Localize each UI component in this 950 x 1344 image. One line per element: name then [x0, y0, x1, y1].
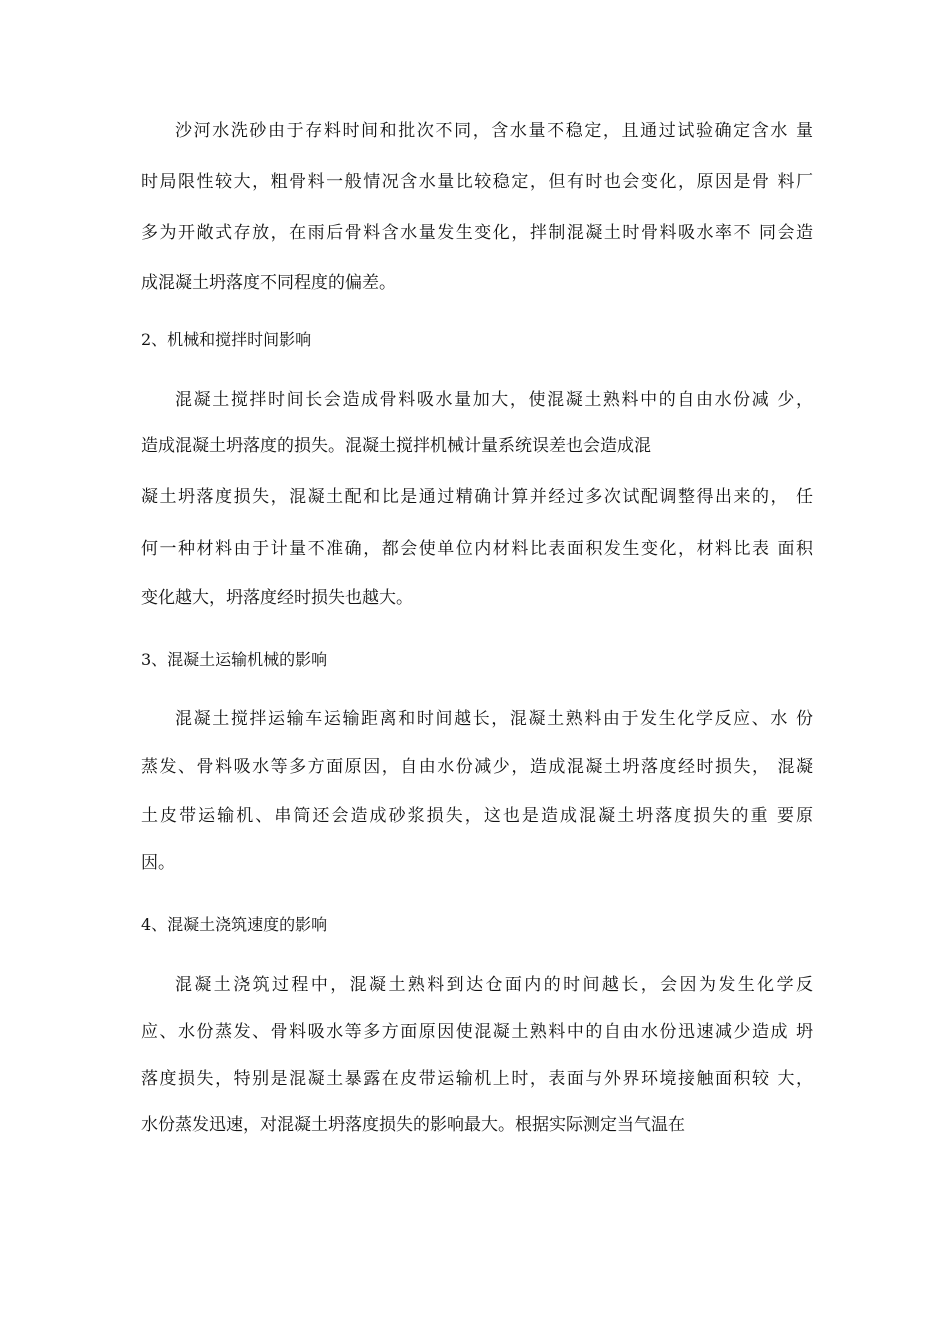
paragraph-line: 应、水份蒸发、骨料吸水等多方面原因使混凝土熟料中的自由水份迅速减少造成 坍: [141, 1022, 813, 1042]
section-heading: 4、混凝土浇筑速度的影响: [141, 915, 328, 934]
paragraph-line: 混凝土搅拌运输车运输距离和时间越长，混凝土熟料由于发生化学反应、水 份: [175, 709, 813, 729]
paragraph-line: 蒸发、骨料吸水等多方面原因，自由水份减少，造成混凝土坍落度经时损失， 混凝: [141, 757, 813, 777]
paragraph-line: 何一种材料由于计量不准确，都会使单位内材料比表面积发生变化，材料比表 面积: [141, 539, 813, 559]
section-heading: 2、机械和搅拌时间影响: [141, 330, 312, 349]
paragraph-line: 成混凝土坍落度不同程度的偏差。: [141, 273, 396, 293]
paragraph-line: 混凝土搅拌时间长会造成骨料吸水量加大，使混凝土熟料中的自由水份减 少，: [175, 390, 813, 410]
paragraph-line: 多为开敞式存放，在雨后骨料含水量发生变化，拌制混凝土时骨料吸水率不 同会造: [141, 223, 813, 243]
paragraph-line: 土皮带运输机、串筒还会造成砂浆损失，这也是造成混凝土坍落度损失的重 要原: [141, 806, 813, 826]
paragraph-line: 因。: [141, 853, 175, 873]
section-heading: 3、混凝土运输机械的影响: [141, 650, 328, 669]
paragraph-line: 造成混凝土坍落度的损失。混凝土搅拌机械计量系统误差也会造成混: [141, 436, 651, 456]
paragraph-line: 水份蒸发迅速，对混凝土坍落度损失的影响最大。根据实际测定当气温在: [141, 1115, 685, 1135]
paragraph-line: 沙河水洗砂由于存料时间和批次不同，含水量不稳定，且通过试验确定含水 量: [175, 121, 813, 141]
paragraph-line: 时局限性较大，粗骨料一般情况含水量比较稳定，但有时也会变化，原因是骨 料厂: [141, 172, 813, 192]
paragraph-line: 混凝土浇筑过程中，混凝土熟料到达仓面内的时间越长，会因为发生化学反: [175, 975, 813, 995]
paragraph-line: 变化越大，坍落度经时损失也越大。: [141, 588, 413, 608]
paragraph-line: 凝土坍落度损失，混凝土配和比是通过精确计算并经过多次试配调整得出来的， 任: [141, 487, 813, 507]
paragraph-line: 落度损失，特别是混凝土暴露在皮带运输机上时，表面与外界环境接触面积较 大，: [141, 1069, 813, 1089]
